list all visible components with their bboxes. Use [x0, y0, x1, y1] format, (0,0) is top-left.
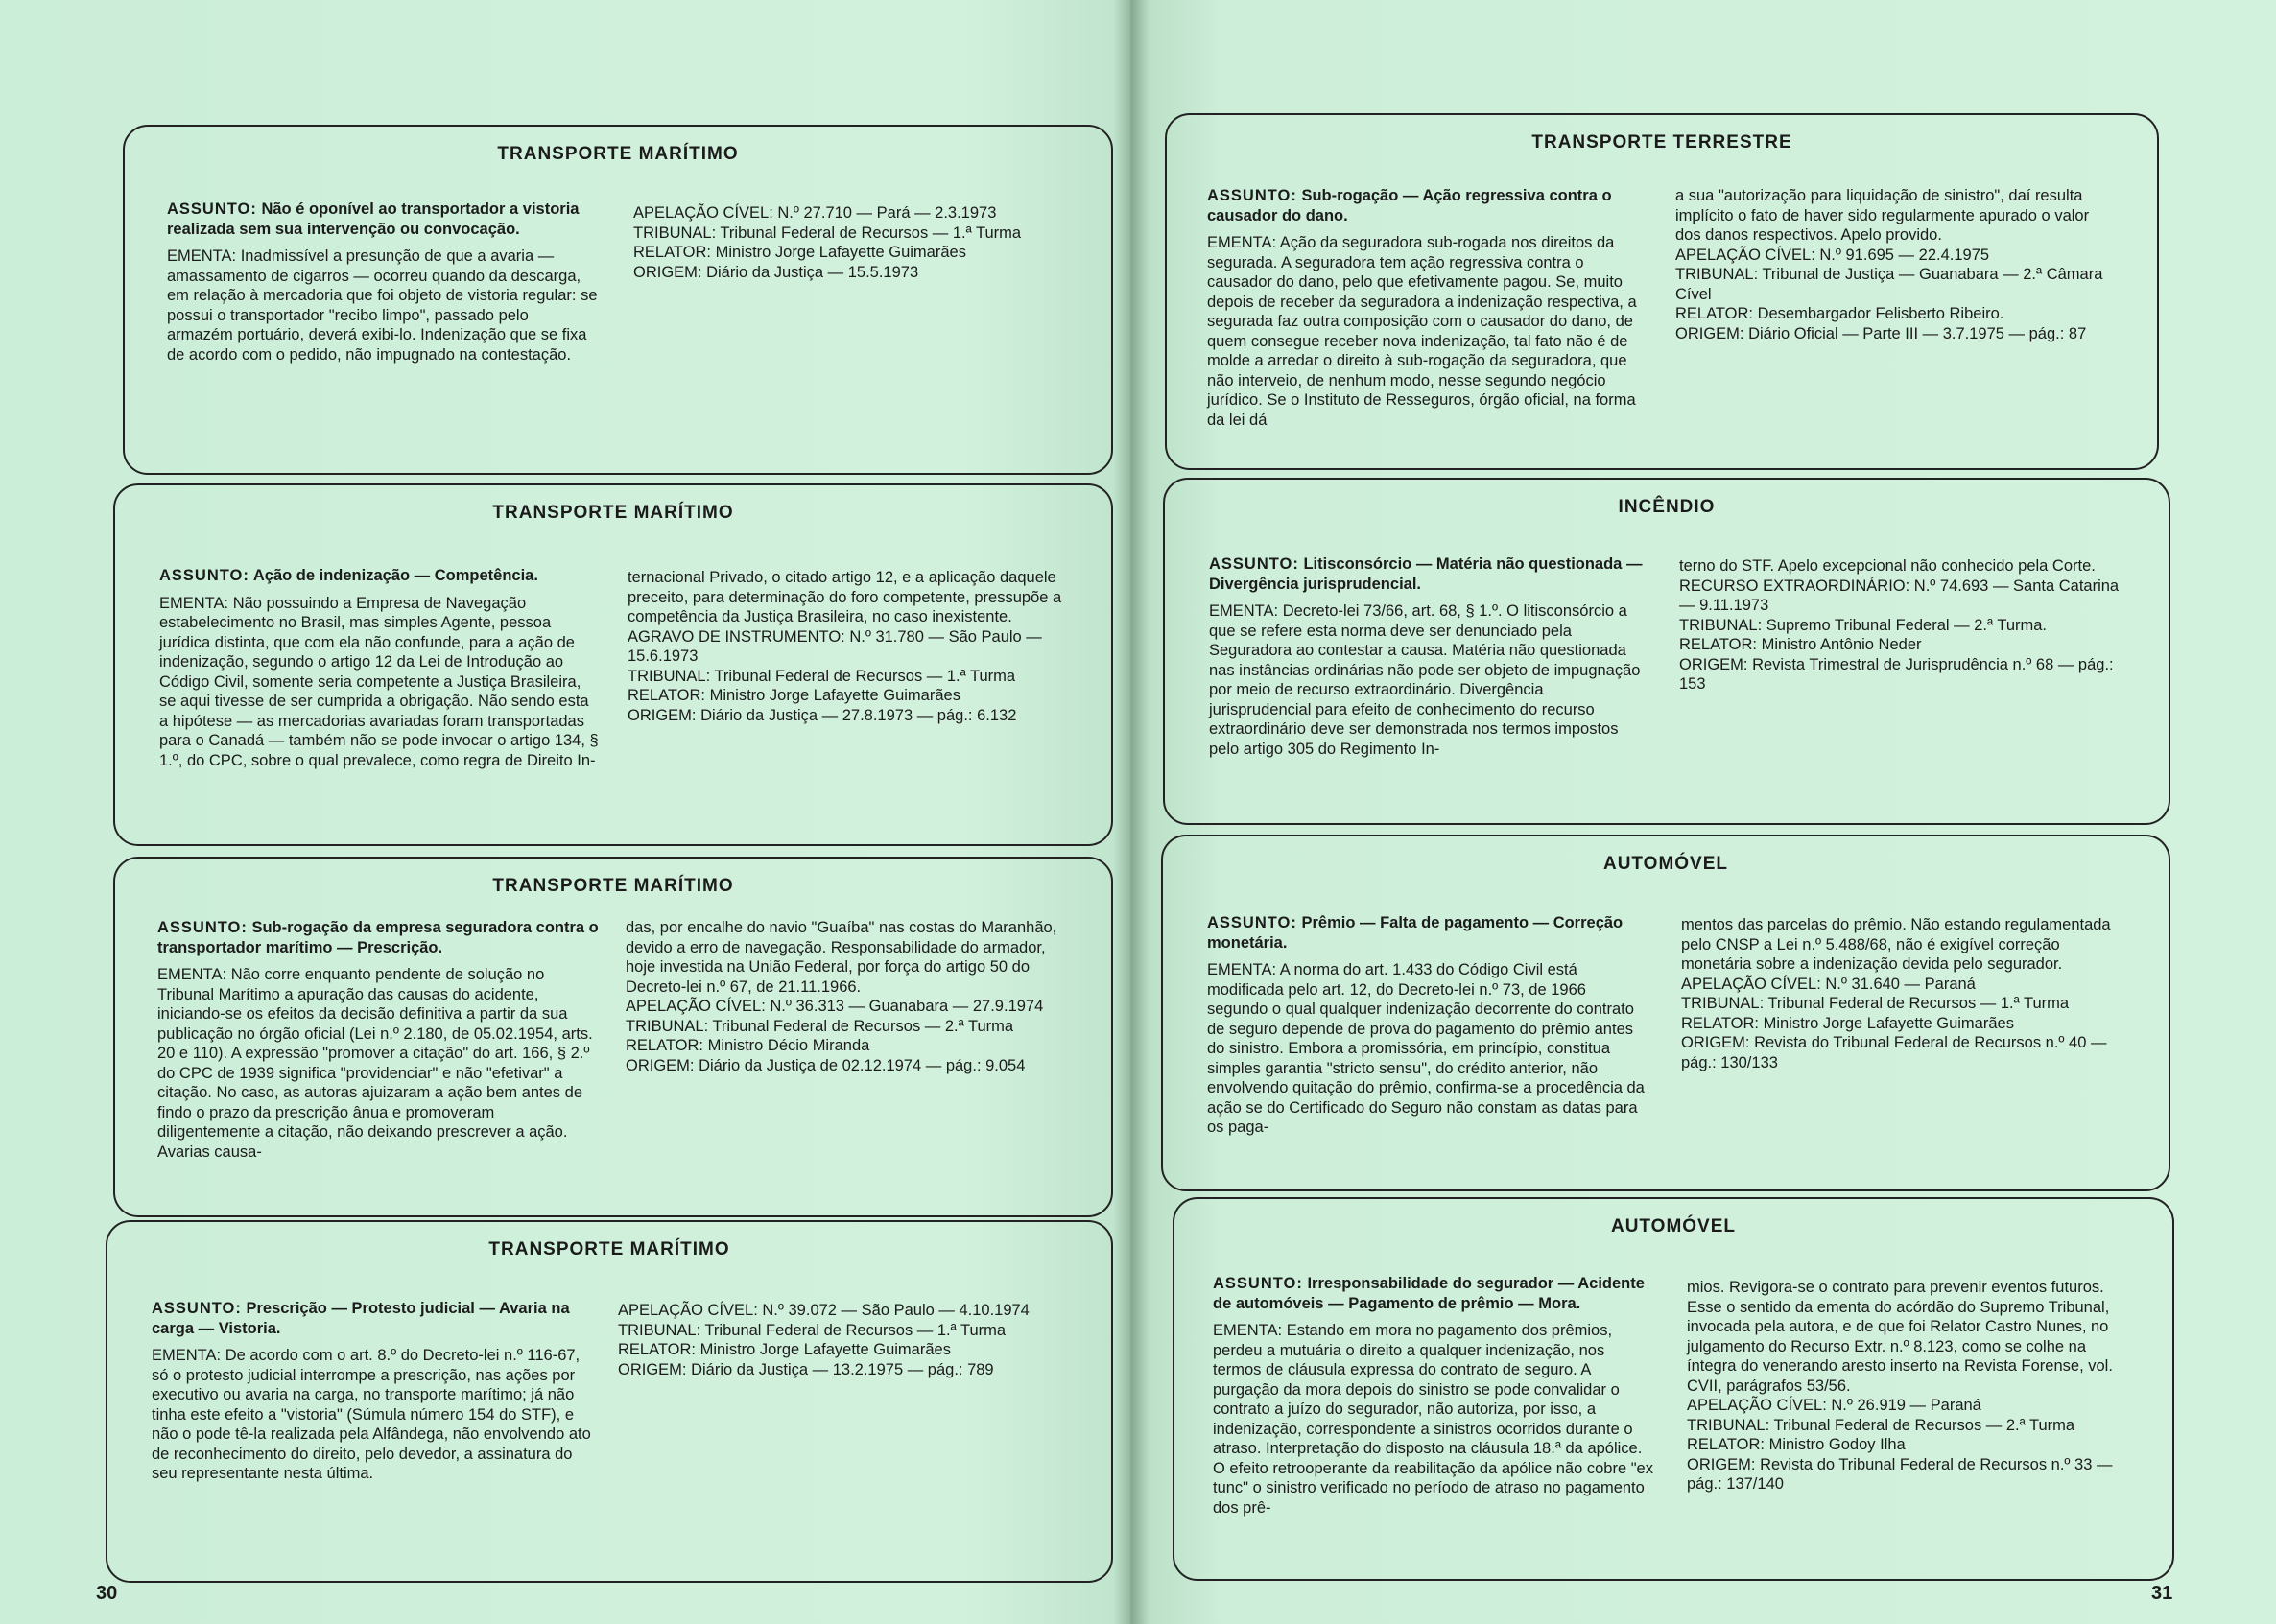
- assunto-label: ASSUNTO:: [152, 1300, 242, 1317]
- meta-case: AGRAVO DE INSTRUMENTO: N.º 31.780 — São Paulo — 15.6.1973: [628, 627, 1042, 665]
- card-right-column: [618, 1301, 1079, 1379]
- meta-tribunal: TRIBUNAL: Tribunal Federal de Recursos — 1.ª Turma: [633, 224, 1022, 242]
- page-number-right: 31: [2151, 1583, 2173, 1604]
- assunto: [152, 1299, 593, 1338]
- assunto: [157, 918, 599, 957]
- card-title: TRANSPORTE MARÍTIMO: [497, 144, 739, 164]
- meta-case: APELAÇÃO CÍVEL: N.º 36.313 — Guanabara — 27.9.1974: [626, 998, 1044, 1015]
- card-left-column: [157, 918, 599, 1162]
- page-number-left: 30: [96, 1583, 118, 1604]
- assunto: [159, 566, 601, 586]
- meta-origem: ORIGEM: Diário da Justiça — 13.2.1975 — pág.: 789: [618, 1360, 994, 1378]
- card-left-column: [1207, 186, 1645, 430]
- meta-origem: ORIGEM: Diário da Justiça — 15.5.1973: [633, 263, 919, 281]
- card-title: INCÊNDIO: [1618, 497, 1716, 517]
- card-left-column: [167, 200, 599, 365]
- case-card-automovel-1: [1161, 835, 2170, 1191]
- ementa-text: EMENTA: Inadmissível a presunção de que a avaria — amassamento de cigarros — ocorreu quando da descarga, em relação à mercadoria que foi objeto de vistoria regular: se possui o transportador "recibo limpo", passado pelo armazém portuário, deverá exibi-lo. Indenização que se fixa de acordo com o pedido, não impugnado na contestação.: [167, 247, 598, 364]
- card-right-column: [628, 568, 1079, 725]
- meta-case: APELAÇÃO CÍVEL: N.º 31.640 — Paraná: [1681, 975, 1976, 993]
- assunto-text: Prêmio — Falta de pagamento — Correção monetária.: [1207, 914, 1624, 952]
- assunto-text: Prescrição — Protesto judicial — Avaria na carga — Vistoria.: [152, 1300, 570, 1337]
- card-left-column: [152, 1299, 593, 1484]
- card-title: AUTOMÓVEL: [1610, 1216, 1737, 1236]
- meta-tribunal: TRIBUNAL: Tribunal Federal de Recursos — 2.ª Turma: [626, 1017, 1014, 1035]
- card-right-column: [633, 203, 1075, 282]
- assunto-text: Sub-rogação — Ação regressiva contra o causador do dano.: [1207, 187, 1612, 224]
- meta-tribunal: TRIBUNAL: Tribunal Federal de Recursos — 1.ª Turma: [1681, 995, 2070, 1012]
- meta-tribunal: TRIBUNAL: Tribunal Federal de Recursos — 1.ª Turma: [628, 667, 1016, 685]
- meta-origem: ORIGEM: Diário Oficial — Parte III — 3.7.1975 — pág.: 87: [1675, 324, 2087, 342]
- ementa-text: EMENTA: Não corre enquanto pendente de solução no Tribunal Marítimo a apuração das causas do acidente, iniciando-se os efeitos da decisão definitiva a partir da sua publicação no órgão oficial (Lei n.º 2.180, de 05.02.1954, arts. 20 e 110). A expressão "promover a citação" do art. 166, § 2.º do CPC de 1939 significa "providenciar" e não "efetivar" a citação. No caso, as autoras ajuizaram a ação bem antes de findo o prazo da prescrição ânua e promoveram diligentemente a citação, não deixando prescrever a ação. Avarias causa-: [157, 966, 593, 1161]
- meta-relator: RELATOR: Ministro Jorge Lafayette Guimarães: [628, 687, 960, 704]
- ementa-continuation: mentos das parcelas do prêmio. Não estando regulamentada pelo CNSP a Lei n.º 5.488/68, não é exigível correção monetária sobre a indenização devida pelo segurador.: [1681, 916, 2111, 973]
- assunto-label: ASSUNTO:: [1209, 555, 1299, 573]
- card-title: AUTOMÓVEL: [1602, 854, 1729, 874]
- meta-case: APELAÇÃO CÍVEL: N.º 26.919 — Paraná: [1687, 1397, 1981, 1414]
- case-card-transporte-maritimo-2: [113, 483, 1113, 846]
- ementa-continuation: ternacional Privado, o citado artigo 12, e a aplicação daquele preceito, para determinação do foro competente, pressupõe a competência da Justiça Brasileira, no caso inexistente.: [628, 569, 1062, 625]
- assunto-text: Litisconsórcio — Matéria não questionada — Divergência jurisprudencial.: [1209, 555, 1643, 593]
- assunto-text: Sub-rogação da empresa seguradora contra o transportador marítimo — Prescrição.: [157, 919, 599, 956]
- ementa-text: EMENTA: De acordo com o art. 8.º do Decreto-lei n.º 116-67, só o protesto judicial interrompe a prescrição, nas ações por executivo ou avaria na carga, no transporte marítimo; já não tinha este efeito a "vistoria" (Súmula número 154 do STF), e não o pode tê-la realizada pela Alfândega, não envolvendo ato de reconhecimento do direito, pelo devedor, a assinatura do seu representante nesta última.: [152, 1347, 591, 1482]
- assunto: [1213, 1274, 1654, 1313]
- card-left-column: [1213, 1274, 1654, 1518]
- ementa-text: EMENTA: Decreto-lei 73/66, art. 68, § 1.º. O litisconsórcio a que se refere esta norma deve ser denunciado pela Seguradora ao contestar a causa. Matéria não questionada nas instâncias ordinárias não pode ser objeto de impugnação por meio de recurso extraordinário. Divergência jurisprudencial para efeito de conhecimento do recurso extraordinário deve ser demonstrada nos termos impostos pelo artigo 305 do Regimento In-: [1209, 602, 1641, 758]
- ementa-text: EMENTA: A norma do art. 1.433 do Código Civil está modificada pelo art. 12, do Decreto-lei n.º 73, de 1966 segundo o qual qualquer indenização decorrente do contrato de seguro depende de prova do pagamento do prêmio antes do sinistro. Embora a promissória, em princípio, constitua simples garantia "stricto sensu", do crédito anterior, não envolvendo quitação do prêmio, confirma-se a procedência da ação se do Certificado do Seguro não constam as datas para os paga-: [1207, 961, 1645, 1136]
- assunto-text: Ação de indenização — Competência.: [252, 567, 538, 584]
- card-title: TRANSPORTE MARÍTIMO: [492, 876, 734, 896]
- card-left-column: [1207, 913, 1645, 1138]
- assunto-text: Irresponsabilidade do segurador — Acidente de automóveis — Pagamento de prêmio — Mora.: [1213, 1275, 1645, 1312]
- card-right-column: [1679, 556, 2130, 694]
- card-right-column: [1687, 1278, 2138, 1495]
- meta-relator: RELATOR: Ministro Godoy Ilha: [1687, 1436, 1906, 1453]
- card-right-column: [1681, 915, 2132, 1072]
- case-card-transporte-terrestre: [1165, 113, 2159, 470]
- meta-origem: ORIGEM: Revista do Tribunal Federal de Recursos n.º 40 — pág.: 130/133: [1681, 1034, 2107, 1071]
- meta-origem: ORIGEM: Revista Trimestral de Jurisprudência n.º 68 — pág.: 153: [1679, 655, 2114, 693]
- meta-relator: RELATOR: Ministro Décio Miranda: [626, 1037, 870, 1054]
- assunto-label: ASSUNTO:: [159, 567, 249, 584]
- case-card-transporte-maritimo-1: [123, 125, 1113, 475]
- meta-relator: RELATOR: Ministro Jorge Lafayette Guimarães: [618, 1341, 951, 1358]
- meta-tribunal: TRIBUNAL: Tribunal Federal de Recursos — 2.ª Turma: [1687, 1416, 2075, 1434]
- meta-tribunal: TRIBUNAL: Tribunal de Justiça — Guanabara — 2.ª Câmara Cível: [1675, 266, 2103, 303]
- assunto-label: ASSUNTO:: [1207, 914, 1297, 931]
- assunto: [1209, 554, 1647, 594]
- meta-relator: RELATOR: Ministro Antônio Neder: [1679, 636, 1922, 653]
- card-title: TRANSPORTE TERRESTRE: [1531, 132, 1792, 153]
- meta-relator: RELATOR: Ministro Jorge Lafayette Guimarães: [1681, 1014, 2014, 1032]
- assunto-label: ASSUNTO:: [157, 919, 248, 936]
- meta-tribunal: TRIBUNAL: Supremo Tribunal Federal — 2.ª Turma.: [1679, 616, 2047, 634]
- assunto-text: Não é oponível ao transportador a vistoria realizada sem sua intervenção ou convocação.: [167, 200, 580, 238]
- card-left-column: [159, 566, 601, 770]
- case-card-transporte-maritimo-3: [113, 857, 1113, 1217]
- book-gutter: [1113, 0, 1150, 1624]
- meta-origem: ORIGEM: Revista do Tribunal Federal de Recursos n.º 33 — pág.: 137/140: [1687, 1455, 2113, 1493]
- case-card-automovel-2: [1173, 1197, 2174, 1581]
- ementa-text: EMENTA: Ação da seguradora sub-rogada nos direitos da segurada. A seguradora tem ação regressiva contra o causador do dano, pelo que efetivamente pagou. Se, muito depois de receber da seguradora a indenização respectiva, a segurada faz outra composição com o causador do dano, de quem consegue receber nova indenização, tal fato não é de molde a arredar o direito à sub-rogação da seguradora, que não interveio, de nenhum modo, nesse segundo negócio jurídico. Se o Instituto de Resseguros, órgão oficial, na forma da lei dá: [1207, 234, 1637, 429]
- ementa-text: EMENTA: Estando em mora no pagamento dos prêmios, perdeu a mutuária o direito a qualquer indenização, nos termos de cláusula expressa do contrato de seguro. A purgação da mora depois do sinistro se pode convalidar o contrato a juízo do segurador, não autoriza, por isso, a indenização, correspondente a sinistros ocorridos durante o atraso. Interpretação do disposto na cláusula 18.ª da apólice. O efeito retrooperante da reabilitação da apólice não cobre "ex tunc" o sinistro verificado no período de atraso no pagamento dos prê-: [1213, 1322, 1653, 1517]
- meta-origem: ORIGEM: Diário da Justiça — 27.8.1973 — pág.: 6.132: [628, 706, 1017, 724]
- case-card-incendio: [1163, 478, 2170, 825]
- assunto: [1207, 913, 1645, 953]
- meta-relator: RELATOR: Ministro Jorge Lafayette Guimarães: [633, 244, 966, 261]
- assunto-label: ASSUNTO:: [1213, 1275, 1303, 1292]
- meta-relator: RELATOR: Desembargador Felisberto Ribeiro.: [1675, 305, 2004, 322]
- ementa-continuation: mios. Revigora-se o contrato para prevenir eventos futuros. Esse o sentido da ementa do acórdão do Supremo Tribunal, invocada pela autora, e de que foi Relator Castro Nunes, no julgamento do Recurso Extr. n.º 8.123, como se colhe na íntegra do venerando aresto inserto na Revista Forense, vol. CVII, parágrafos 53/56.: [1687, 1279, 2113, 1395]
- case-card-transporte-maritimo-4: [106, 1220, 1113, 1583]
- card-right-column: [1675, 186, 2117, 343]
- meta-case: APELAÇÃO CÍVEL: N.º 91.695 — 22.4.1975: [1675, 246, 1990, 264]
- meta-case: RECURSO EXTRAORDINÁRIO: N.º 74.693 — Santa Catarina — 9.11.1973: [1679, 577, 2120, 614]
- assunto-label: ASSUNTO:: [1207, 187, 1297, 204]
- meta-origem: ORIGEM: Diário da Justiça de 02.12.1974 — pág.: 9.054: [626, 1056, 1026, 1074]
- ementa-continuation: das, por encalhe do navio "Guaíba" nas costas do Maranhão, devido a erro de navegação. Responsabilidade do armador, hoje investida na União Federal, por força do artigo 50 do Decreto-lei n.º 67, de 21.11.1966.: [626, 919, 1057, 996]
- ementa-text: EMENTA: Não possuindo a Empresa de Navegação estabelecimento no Brasil, mas simples Agente, pessoa jurídica distinta, que com ela não confunde, para a ação de indenização, segundo o artigo 12 da Lei de Introdução ao Código Civil, somente seria competente a Justiça Brasileira, se aqui tivesse de ser cumprida a obrigação. Não sendo esta a hipótese — as mercadorias avariadas foram transportadas para o Canadá — também não se pode invocar o artigo 134, § 1.º, do CPC, sobre o qual prevalece, como regra de Direito In-: [159, 594, 599, 769]
- meta-case: APELAÇÃO CÍVEL: N.º 39.072 — São Paulo — 4.10.1974: [618, 1302, 1030, 1319]
- assunto-label: ASSUNTO:: [167, 200, 257, 218]
- card-title: TRANSPORTE MARÍTIMO: [492, 503, 734, 523]
- card-title: TRANSPORTE MARÍTIMO: [488, 1239, 730, 1259]
- card-left-column: [1209, 554, 1647, 759]
- ementa-continuation: terno do STF. Apelo excepcional não conhecido pela Corte.: [1679, 557, 2096, 575]
- card-right-column: [626, 918, 1077, 1075]
- meta-case: APELAÇÃO CÍVEL: N.º 27.710 — Pará — 2.3.1973: [633, 204, 997, 222]
- meta-tribunal: TRIBUNAL: Tribunal Federal de Recursos — 1.ª Turma: [618, 1321, 1007, 1339]
- assunto: [167, 200, 599, 239]
- assunto: [1207, 186, 1645, 225]
- ementa-continuation: a sua "autorização para liquidação de sinistro", daí resulta implícito o fato de haver sido regularmente apurado o valor dos danos respectivos. Apelo provido.: [1675, 187, 2090, 244]
